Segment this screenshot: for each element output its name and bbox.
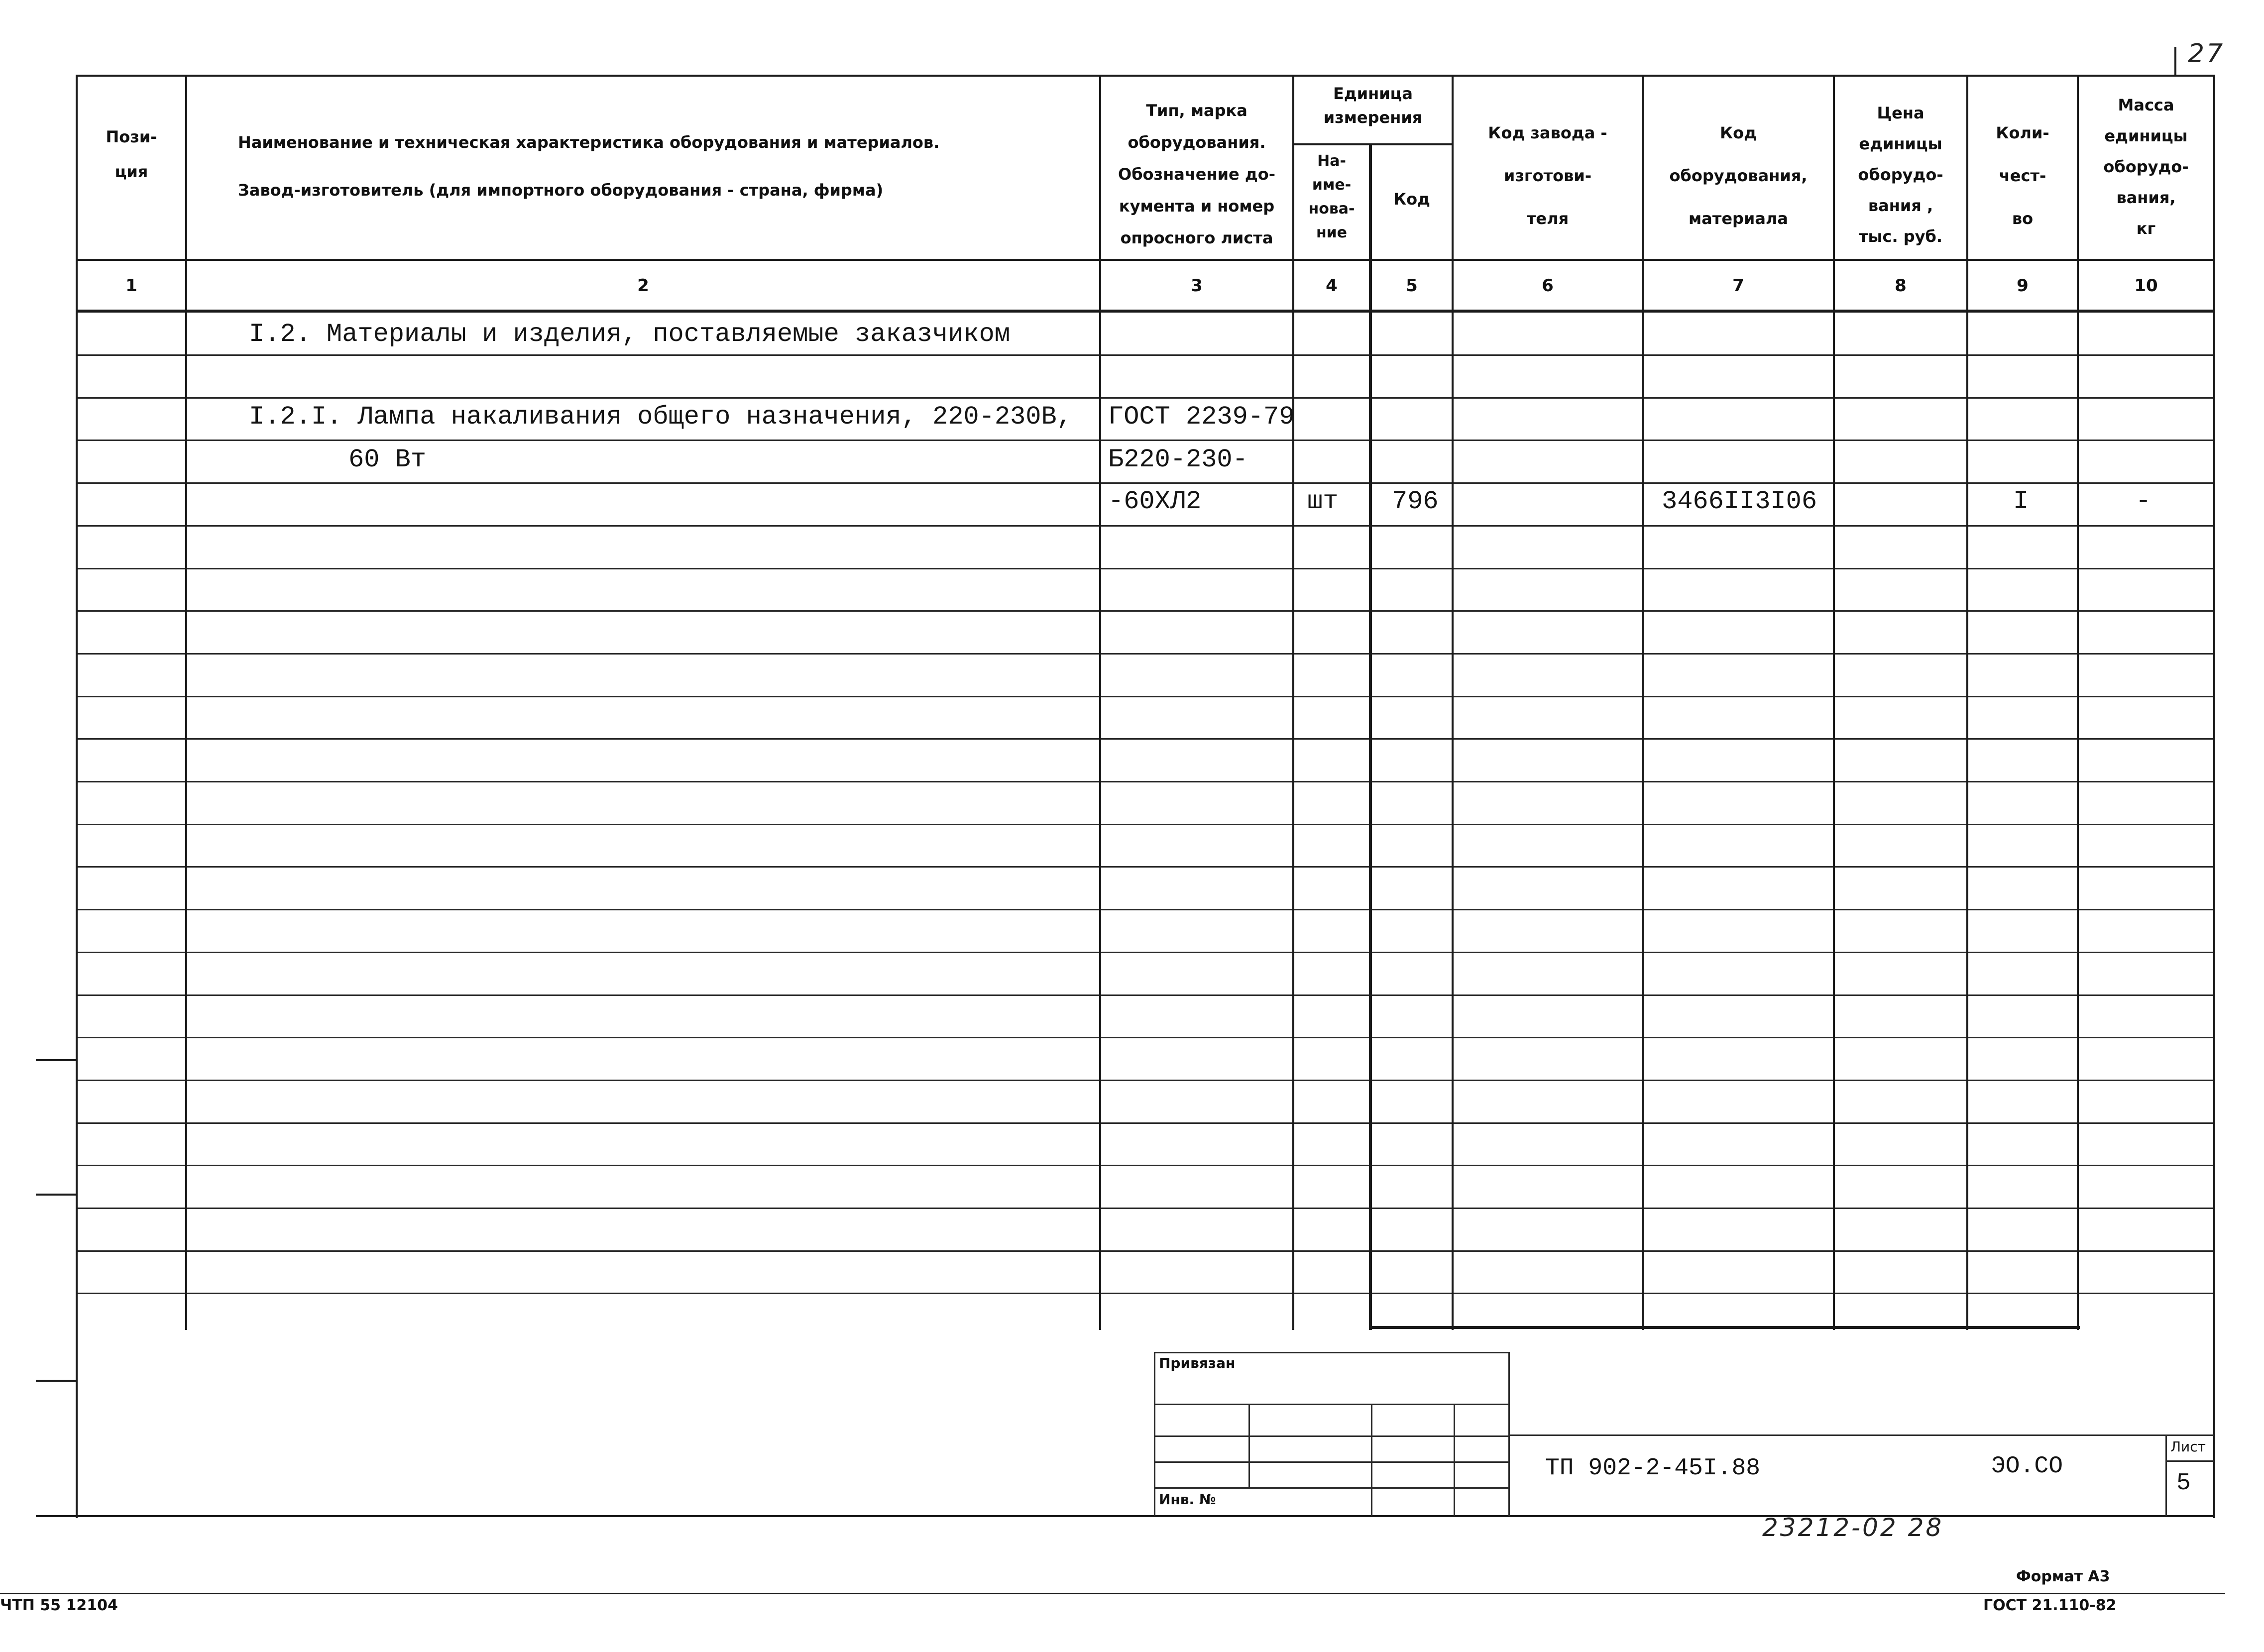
header-col6: Код завода - изготови- теля (1488, 123, 1607, 228)
table-row-line (76, 1250, 2215, 1252)
footer-gost: ГОСТ 21.110-82 (1983, 1597, 2117, 1614)
header-col3: Тип, марка оборудования. Обозначение до- кумента и номер опросного листа (1118, 101, 1275, 247)
colnum-9: 9 (2017, 276, 2029, 296)
colnum-6: 6 (1542, 276, 1554, 296)
header-col4: На- име- нова- ние (1308, 152, 1355, 241)
table-row-line (76, 1165, 2215, 1166)
header-col8: Цена единицы оборудо- вания , тыс. руб. (1858, 104, 1943, 246)
table-row-line (76, 653, 2215, 655)
margin-tick (36, 1194, 76, 1196)
page-mark: 27 (2188, 39, 2225, 69)
colnum-5: 5 (1406, 276, 1418, 296)
page-mark-tick (2174, 47, 2176, 76)
section-title: I.2. Материалы и изделия, поставляемые заказчиком (249, 320, 1011, 349)
colnum-7: 7 (1732, 276, 1744, 296)
table-row-line (76, 568, 2215, 569)
table-row-line (76, 1208, 2215, 1209)
colnum-10: 10 (2134, 276, 2158, 296)
stamp-sheet-label: Лист (2170, 1438, 2206, 1455)
stamp-doc-code: ТП 902-2-45I.88 (1545, 1455, 1761, 1482)
table-row-line (76, 696, 2215, 697)
header-col2: Наименование и техническая характеристика оборудования и материалов. Завод-изготовитель (для импортного оборудования - страна, фирма) (238, 133, 940, 200)
item-type-line3: -60ХЛ2 (1108, 487, 1202, 516)
footer-format: Формат А3 (2016, 1568, 2110, 1585)
stamp-privyazan: Привязан (1159, 1355, 1236, 1371)
handwritten-number: 23212-02 28 (1762, 1513, 1944, 1542)
table-row-line (76, 1293, 2215, 1294)
colnum-4: 4 (1326, 276, 1338, 296)
colnum-1: 1 (125, 276, 137, 296)
item-quantity: I (2013, 487, 2029, 516)
item-unit-code: 796 (1392, 487, 1439, 516)
colnum-3: 3 (1191, 276, 1203, 296)
table-row-line (76, 909, 2215, 910)
table-row-line (76, 1122, 2215, 1124)
header-col10: Масса единицы оборудо- вания, кг (2103, 96, 2189, 238)
item-material-code: 3466II3I06 (1662, 487, 1817, 516)
header-unit-group: Единица измерения (1323, 84, 1423, 127)
table-row-line (76, 1037, 2215, 1038)
header-col5: Код (1393, 190, 1430, 209)
table-row-line (76, 738, 2215, 740)
header-col7: Код оборудования, материала (1669, 123, 1808, 228)
margin-tick (36, 1059, 76, 1061)
table-row-line (76, 610, 2215, 612)
table-row-line (76, 994, 2215, 996)
item-name-line2: 60 Вт (348, 445, 427, 474)
colnum-8: 8 (1895, 276, 1907, 296)
header-col1: Пози- ция (106, 127, 157, 181)
stamp-sheet-number: 5 (2176, 1470, 2191, 1497)
item-mass: - (2136, 487, 2151, 516)
margin-tick (36, 1380, 76, 1382)
stamp-section: ЭО.СО (1991, 1453, 2063, 1480)
stamp-inv-no: Инв. № (1159, 1491, 1216, 1508)
table-row-line (76, 824, 2215, 825)
table-row-line (76, 1080, 2215, 1081)
footer-rule (0, 1593, 2225, 1594)
item-type-line1: ГОСТ 2239-79 (1108, 402, 1295, 432)
header-col9: Коли- чест- во (1996, 123, 2049, 228)
table-row-line (76, 781, 2215, 782)
footer-left-code: ЧТП 55 12104 (0, 1597, 118, 1614)
table-row-line (76, 866, 2215, 868)
item-name-line1: I.2.I. Лампа накаливания общего назначения, 220-230В, (249, 402, 1072, 432)
item-unit: шт (1307, 487, 1339, 516)
colnum-2: 2 (637, 276, 649, 296)
table-row-line (76, 525, 2215, 527)
table-row-line (76, 952, 2215, 953)
item-type-line2: Б220-230- (1108, 445, 1248, 474)
